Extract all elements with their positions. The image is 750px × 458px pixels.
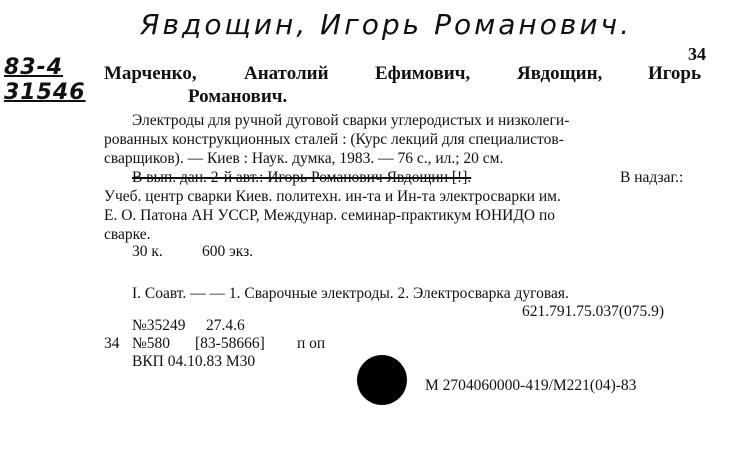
description-line-7: сварке. (104, 226, 151, 243)
record-number: №35249 (132, 317, 186, 334)
description-line-5: Учеб. центр сварки Киев. политехн. ин-та и Ин-та электросварки им. (104, 188, 561, 205)
footer-code: М 2704060000-419/М221(04)-83 (425, 377, 637, 394)
description-line-2: рованных конструкционных сталей : (Курс лекций для специалистов- (104, 131, 564, 148)
description-line-4-rest: В надзаг.: (620, 169, 684, 186)
shelf-mark-bottom: 31546 (4, 80, 86, 105)
subject-headings: I. Соавт. — — 1. Сварочные электроды. 2. Электросварка дуговая. (132, 285, 569, 302)
card-number: 34 (688, 44, 706, 64)
punch-hole (357, 355, 407, 405)
vkp-line: ВКП 04.10.83 М30 (132, 353, 256, 370)
author-name-2: Игорь (648, 63, 702, 84)
print-run: 600 экз. (202, 243, 254, 260)
order-prefix: 34 (104, 335, 120, 352)
record-date: 27.4.6 (206, 317, 245, 334)
order-code: [83-58666] (195, 335, 265, 352)
shelf-mark-top: 83-4 (4, 55, 64, 80)
author-name-1: Анатолий (244, 63, 329, 84)
description-line-6: Е. О. Патона АН УССР, Междунар. семинар-практикум ЮНИДО по (104, 207, 556, 224)
price: 30 к. (132, 243, 163, 260)
description-line-3: сварщиков). — Киев : Наук. думка, 1983. — 76 с., ил.; 20 см. (104, 150, 504, 167)
handwritten-heading: Явдощин, Игорь Романович. (140, 8, 632, 41)
order-number: №580 (132, 335, 171, 352)
author-surname-1: Марченко, (104, 63, 197, 84)
order-suffix: п оп (297, 335, 326, 352)
author-surname-2: Явдощин, (517, 63, 603, 84)
author-patronymic-1: Ефимович, (375, 63, 471, 84)
classification-index: 621.791.75.037(075.9) (522, 303, 665, 320)
description-struck-note: В вып. дан. 2-й авт.: Игорь Романович Явдощин [!]. (132, 169, 472, 186)
author-patronymic-2: Романович. (188, 86, 288, 107)
description-line-1: Электроды для ручной дуговой сварки углеродистых и низколеги- (132, 112, 570, 129)
